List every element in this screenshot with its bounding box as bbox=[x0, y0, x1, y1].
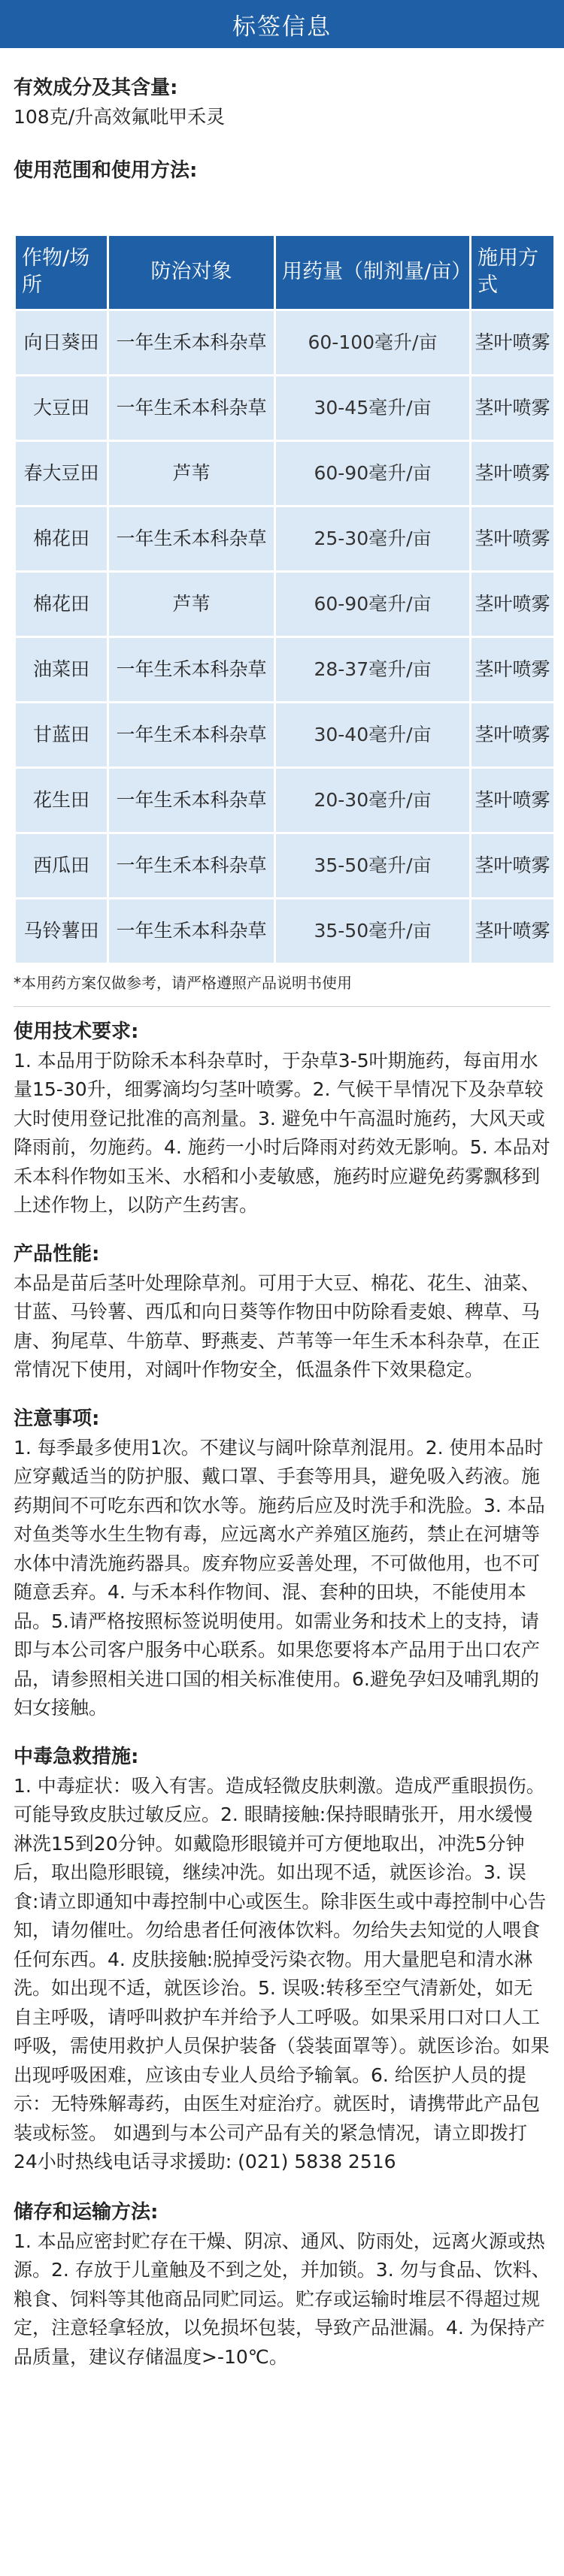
cell-dosage: 35-50毫升/亩 bbox=[275, 898, 471, 963]
cell-crop: 西瓜田 bbox=[15, 833, 108, 898]
divider bbox=[14, 1006, 550, 1007]
cell-dosage: 30-40毫升/亩 bbox=[275, 702, 471, 767]
cell-method: 茎叶喷雾 bbox=[471, 636, 555, 702]
cell-crop: 大豆田 bbox=[15, 375, 108, 440]
table-row bbox=[15, 636, 555, 702]
cell-method: 茎叶喷雾 bbox=[471, 767, 555, 833]
table-row bbox=[15, 898, 555, 963]
cell-method: 茎叶喷雾 bbox=[471, 506, 555, 571]
cell-method: 茎叶喷雾 bbox=[471, 310, 555, 375]
header-bar bbox=[0, 0, 564, 48]
cell-crop: 花生田 bbox=[15, 767, 108, 833]
ingredient-title: 有效成分及其含量: bbox=[14, 77, 178, 99]
cell-target: 一年生禾本科杂草 bbox=[108, 833, 275, 898]
cell-method: 茎叶喷雾 bbox=[471, 833, 555, 898]
tech-text: 1. 本品用于防除禾本科杂草时，于杂草3-5叶期施药，每亩用水量15-30升，细雾滴均匀茎叶喷雾。2. 气候干旱情况下及杂草较大时使用登记批准的高剂量。3. 避免中午高温时施药，大风天或降雨前，勿施药。4. 施药一小时后降雨对药效无影响。5. 本品对禾本科作物如玉米、水稻和小麦敏感，施药时应避免药雾飘移到上述作物上，以防产生药害。 bbox=[14, 1049, 550, 1216]
caution-title: 注意事项: bbox=[14, 1407, 100, 1430]
cell-target: 一年生禾本科杂草 bbox=[108, 898, 275, 963]
cell-target: 一年生禾本科杂草 bbox=[108, 767, 275, 833]
firstaid-title: 中毒急救措施: bbox=[14, 1745, 139, 1768]
table-row bbox=[15, 506, 555, 571]
cell-dosage: 60-90毫升/亩 bbox=[275, 440, 471, 506]
property-title: 产品性能: bbox=[14, 1242, 100, 1265]
cell-target: 芦苇 bbox=[108, 571, 275, 636]
table-header-row bbox=[15, 234, 555, 310]
tech-section bbox=[14, 1016, 550, 1220]
table-row bbox=[15, 571, 555, 636]
cell-dosage: 28-37毫升/亩 bbox=[275, 636, 471, 702]
cell-crop: 甘蓝田 bbox=[15, 702, 108, 767]
table-row bbox=[15, 833, 555, 898]
caution-text: 1. 每季最多使用1次。不建议与阔叶除草剂混用。2. 使用本品时应穿戴适当的防护服、戴口罩、手套等用具，避免吸入药液。施药期间不可吃东西和饮水等。施药后应及时洗手和洗脸。3. 本品对鱼类等水生生物有毒，应远离水产养殖区施药，禁止在河塘等水体中清洗施药器具。废弃物应妥善处理，不可做他用，也不可随意丢弃。4. 与禾本科作物间、混、套种的田块，不能使用本品。5.请严格按照标签说明使用。如需业务和技术上的支持，请即与本公司客户服务中心联系。如果您要将本产品用于出口农产品，请参照相关进口国的相关标准使用。6.避免孕妇及哺乳期的妇女接触。 bbox=[14, 1436, 545, 1719]
ingredient-text: 108克/升高效氟吡甲禾灵 bbox=[14, 106, 226, 128]
table-note: *本用药方案仅做参考，请严格遵照产品说明书使用 bbox=[14, 973, 352, 992]
cell-dosage: 60-100毫升/亩 bbox=[275, 310, 471, 375]
cell-crop: 向日葵田 bbox=[15, 310, 108, 375]
table-row bbox=[15, 375, 555, 440]
cell-crop: 棉花田 bbox=[15, 571, 108, 636]
firstaid-text: 1. 中毒症状：吸入有害。造成轻微皮肤刺激。造成严重眼损伤。可能导致皮肤过敏反应。2. 眼睛接触:保持眼睛张开，用水缓慢淋洗15到20分钟。如戴隐形眼镜并可方便地取出，冲洗5分钟后，取出隐形眼镜，继续冲洗。如出现不适，就医诊治。3. 误食:请立即通知中毒控制中心或医生。除非医生或中毒控制中心告知，请勿催吐。勿给患者任何液体饮料。勿给失去知觉的人喂食任何东西。4. 皮肤接触:脱掉受污染衣物。用大量肥皂和清水淋洗。如出现不适，就医诊治。5. 误吸:转移至空气清新处，如无自主呼吸，请呼叫救护车并给予人工呼吸。如果采用口对口人工呼吸，需使用救护人员保护装备（袋装面罩等）。就医诊治。如果出现呼吸困难，应该由专业人员给予输氧。6. 给医护人员的提示：无特殊解毒药，由医生对症治疗。就医时，请携带此产品包装或标签。 如遇到与本公司产品有关的紧急情况，请立即拨打24小时热线电话寻求援助: (021) 5838 2516 bbox=[14, 1774, 550, 2172]
table-row bbox=[15, 767, 555, 833]
cell-dosage: 25-30毫升/亩 bbox=[275, 506, 471, 571]
cell-crop: 棉花田 bbox=[15, 506, 108, 571]
cell-method: 茎叶喷雾 bbox=[471, 702, 555, 767]
usage-section bbox=[14, 155, 550, 183]
usage-table-wrap bbox=[14, 234, 550, 993]
storage-text: 1. 本品应密封贮存在干燥、阴凉、通风、防雨处，远离火源或热源。2. 存放于儿童触及不到之处，并加锁。3. 勿与食品、饮料、粮食、饲料等其他商品同贮同运。贮存或运输时堆层不得超过规定，注意轻拿轻放，以免损坏包装，导致产品泄漏。4. 为保持产品质量，建议存储温度>-10℃。 bbox=[14, 2230, 550, 2368]
cell-dosage: 20-30毫升/亩 bbox=[275, 767, 471, 833]
tech-title: 使用技术要求: bbox=[14, 1020, 139, 1043]
usage-table bbox=[14, 234, 556, 965]
cell-target: 一年生禾本科杂草 bbox=[108, 636, 275, 702]
ingredient-section bbox=[14, 72, 550, 132]
usage-title: 使用范围和使用方法: bbox=[14, 159, 198, 182]
header-dosage: 用药量（制剂量/亩） bbox=[275, 234, 471, 310]
cell-target: 一年生禾本科杂草 bbox=[108, 375, 275, 440]
cell-method: 茎叶喷雾 bbox=[471, 375, 555, 440]
header-method: 施用方式 bbox=[471, 234, 555, 310]
storage-section bbox=[14, 2197, 550, 2372]
header-target: 防治对象 bbox=[108, 234, 275, 310]
firstaid-section bbox=[14, 1741, 550, 2177]
cell-method: 茎叶喷雾 bbox=[471, 440, 555, 506]
storage-title: 储存和运输方法: bbox=[14, 2200, 159, 2224]
cell-target: 一年生禾本科杂草 bbox=[108, 702, 275, 767]
table-row bbox=[15, 440, 555, 506]
label-content bbox=[0, 72, 564, 2372]
cell-crop: 春大豆田 bbox=[15, 440, 108, 506]
cell-method: 茎叶喷雾 bbox=[471, 571, 555, 636]
cell-dosage: 30-45毫升/亩 bbox=[275, 375, 471, 440]
cell-target: 一年生禾本科杂草 bbox=[108, 506, 275, 571]
property-section bbox=[14, 1238, 550, 1385]
cell-target: 一年生禾本科杂草 bbox=[108, 310, 275, 375]
cell-crop: 油菜田 bbox=[15, 636, 108, 702]
header-crop: 作物/场所 bbox=[15, 234, 108, 310]
cell-dosage: 60-90毫升/亩 bbox=[275, 571, 471, 636]
cell-method: 茎叶喷雾 bbox=[471, 898, 555, 963]
page-title: 标签信息 bbox=[232, 13, 332, 41]
cell-crop: 马铃薯田 bbox=[15, 898, 108, 963]
caution-section bbox=[14, 1403, 550, 1723]
property-text: 本品是苗后茎叶处理除草剂。可用于大豆、棉花、花生、油菜、甘蓝、马铃薯、西瓜和向日葵等作物田中防除看麦娘、稗草、马唐、狗尾草、牛筋草、野燕麦、芦苇等一年生禾本科杂草，在正常情况下使用，对阔叶作物安全，低温条件下效果稳定。 bbox=[14, 1271, 541, 1380]
cell-dosage: 35-50毫升/亩 bbox=[275, 833, 471, 898]
table-row bbox=[15, 310, 555, 375]
cell-target: 芦苇 bbox=[108, 440, 275, 506]
table-row bbox=[15, 702, 555, 767]
